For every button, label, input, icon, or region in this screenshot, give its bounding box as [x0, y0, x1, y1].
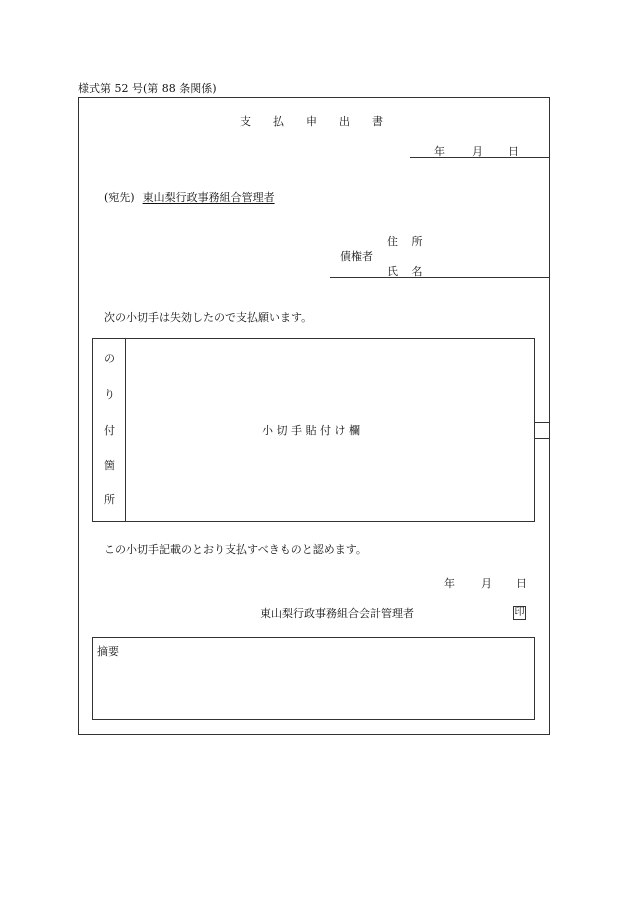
date-year: 年 — [434, 145, 445, 158]
signer-title: 東山梨行政事務組合会計管理者 — [260, 607, 414, 620]
form-number: 様式第 52 号(第 88 条関係) — [78, 82, 217, 95]
creditor-address-label: 住 所 — [387, 235, 428, 248]
side-tab-top — [535, 422, 550, 423]
date-underline — [410, 157, 550, 158]
creditor-underline — [330, 277, 550, 278]
paste-area-label: 小 切 手 貼 付 け 欄 — [262, 424, 360, 437]
date-day: 日 — [508, 145, 519, 158]
creditor-label: 債権者 — [340, 250, 373, 263]
side-char-5: 所 — [104, 493, 115, 506]
side-char-3: 付 — [104, 424, 115, 437]
addressee-name: 東山梨行政事務組合管理者 — [142, 191, 275, 204]
date-month: 月 — [472, 145, 483, 158]
request-text: 次の小切手は失効したので支払願います。 — [104, 311, 313, 324]
form-title: 支払申出書 — [240, 115, 405, 128]
side-char-1: の — [104, 352, 115, 365]
confirm-date-month: 月 — [481, 577, 492, 590]
side-tab-bottom — [535, 438, 550, 439]
confirm-date-year: 年 — [444, 577, 455, 590]
addressee — [104, 192, 275, 203]
creditor-name-label: 氏 名 — [387, 265, 428, 278]
confirm-date-day: 日 — [516, 577, 527, 590]
seal-mark: 印 — [514, 607, 525, 618]
confirmation-text: この小切手記載のとおり支払すべきものと認めます。 — [104, 543, 367, 556]
addressee-prefix: (宛先) — [104, 191, 135, 204]
paste-area-divider — [125, 338, 126, 522]
side-char-4: 箇 — [104, 459, 115, 472]
remarks-label: 摘要 — [97, 645, 119, 658]
side-char-2: り — [104, 388, 115, 401]
remarks-box — [92, 637, 535, 720]
